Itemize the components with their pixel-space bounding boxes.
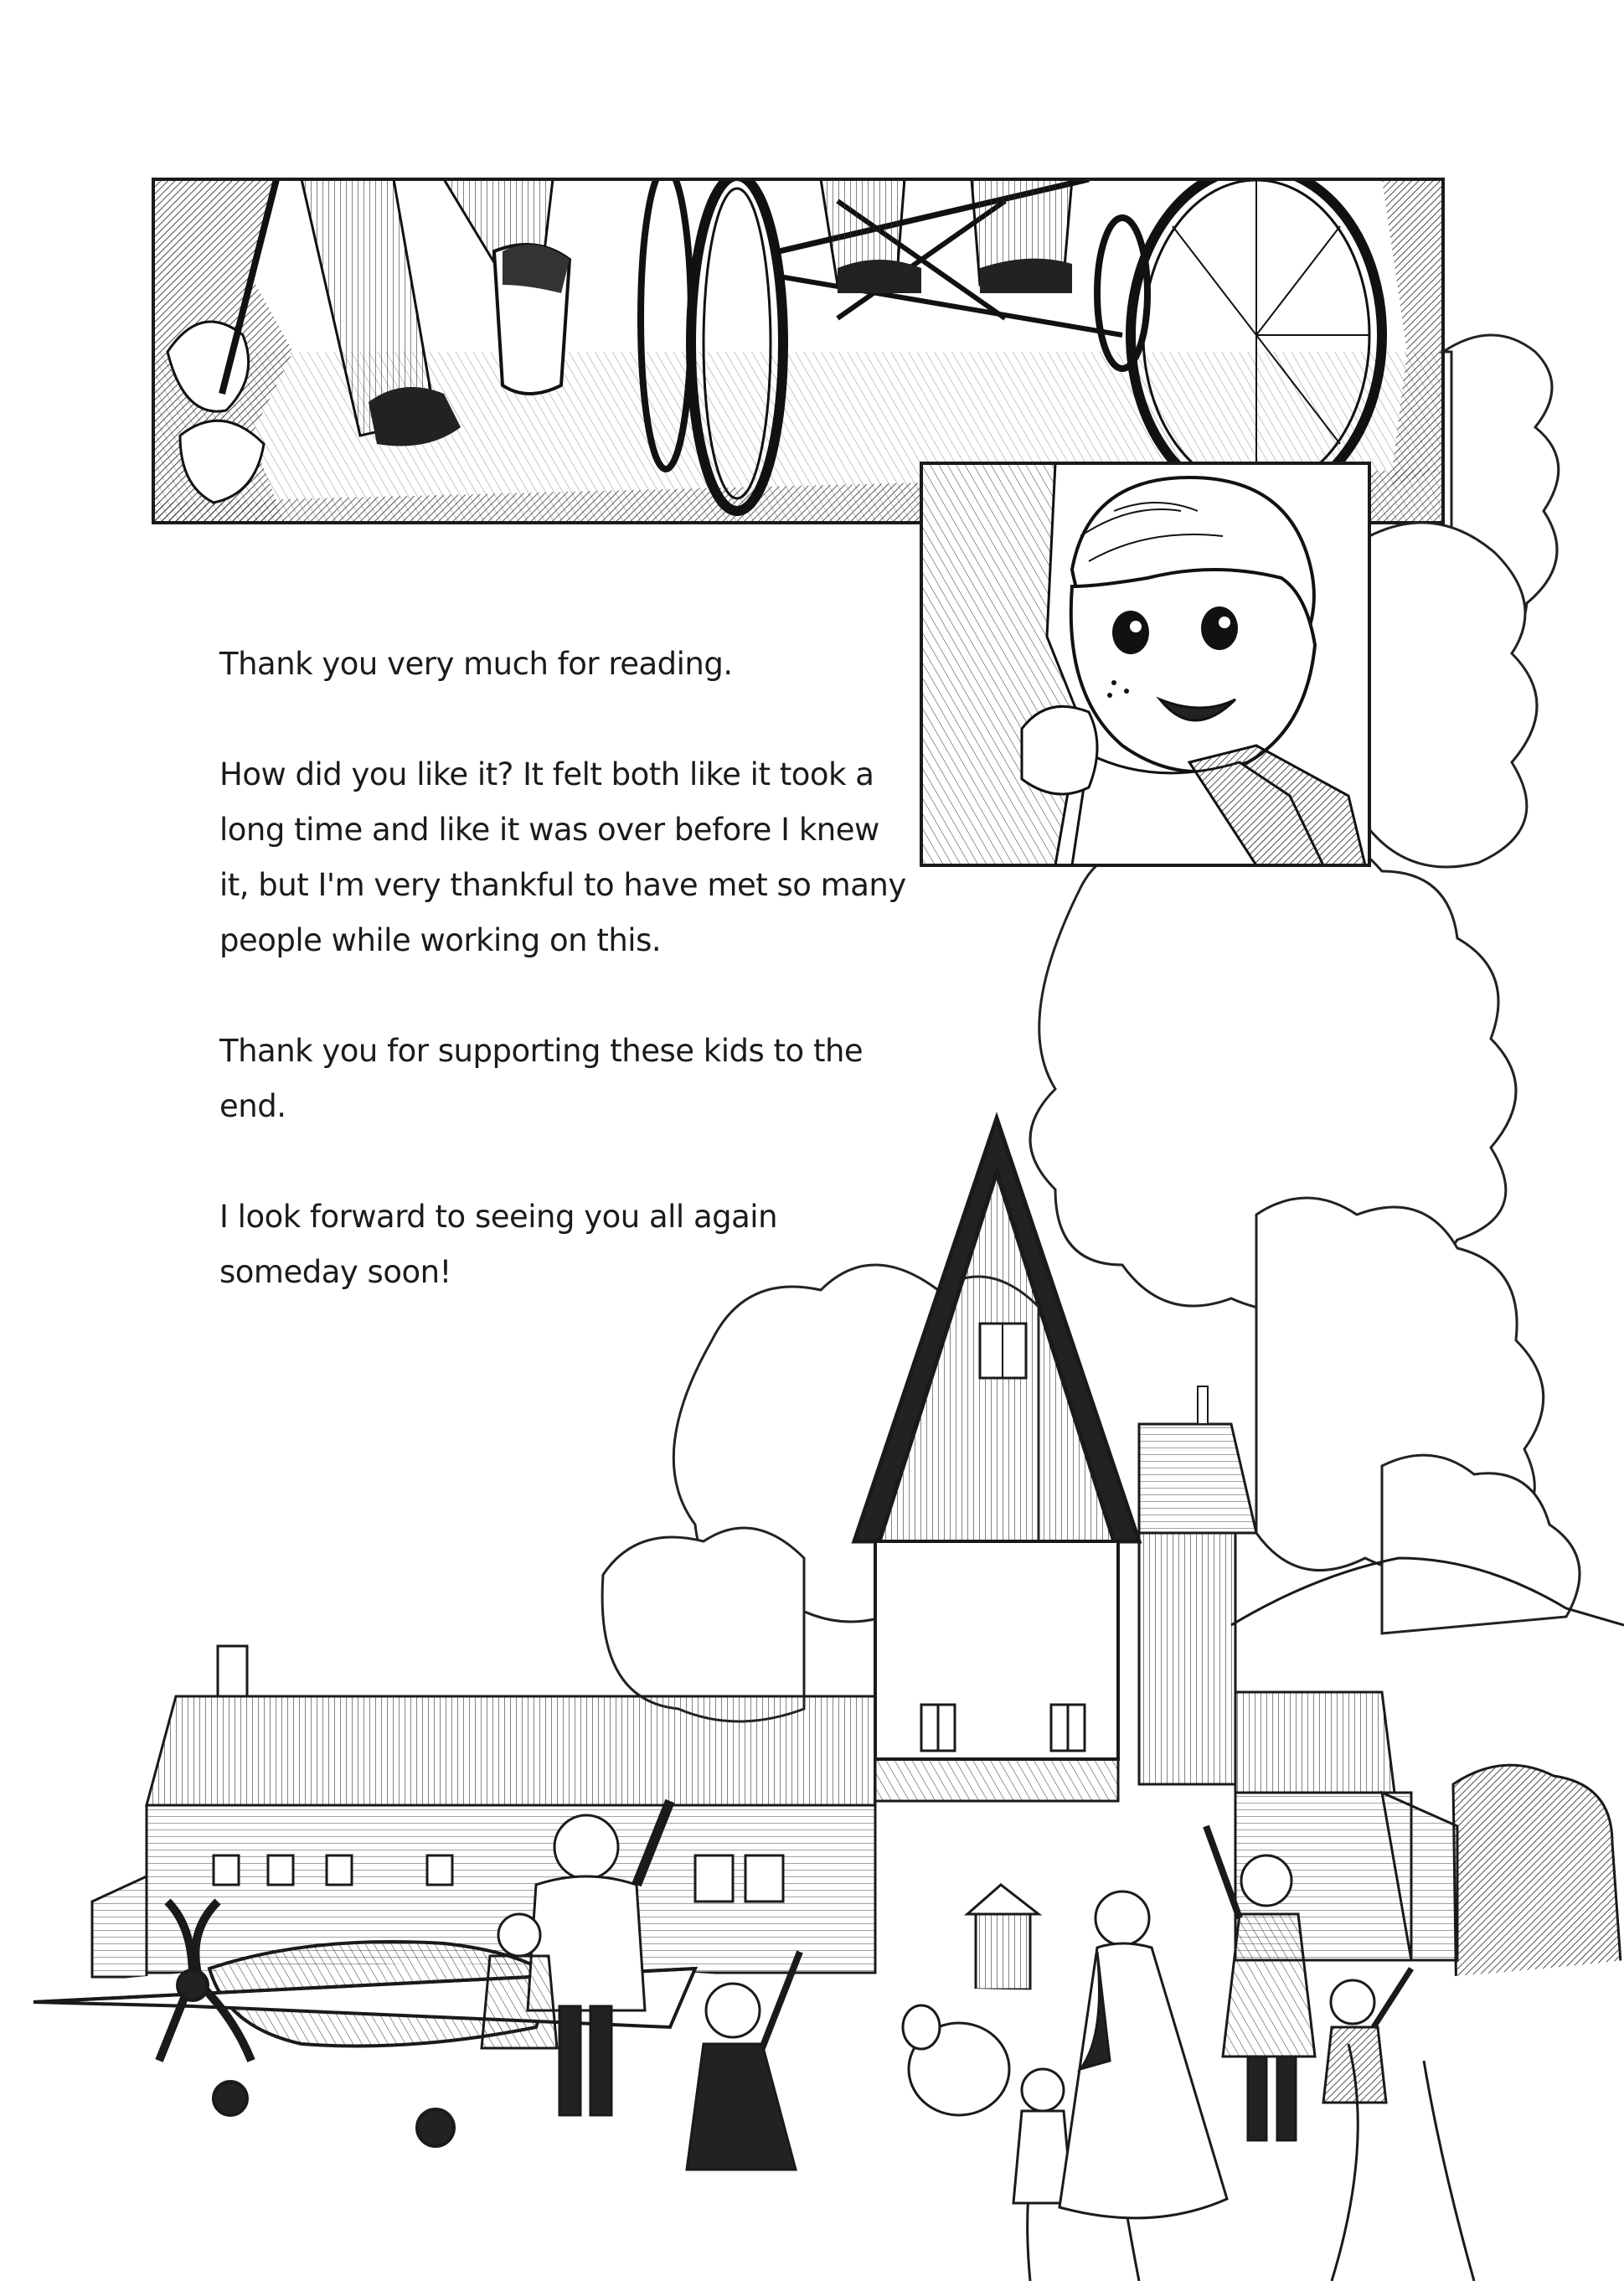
afterword-line-farewell: I look forward to seeing you all again someday soon!: [219, 1199, 778, 1290]
afterword-text: [219, 637, 906, 1300]
afterword-line-support: Thank you for supporting these kids to the end.: [219, 1033, 864, 1124]
afterword-line-reflection: How did you like it? It felt both like it took a long time and like it was over before I knew it, but I'm very thankful to have met so many people while working on this.: [219, 756, 906, 958]
afterword-line-thanks: Thank you very much for reading.: [219, 646, 733, 682]
